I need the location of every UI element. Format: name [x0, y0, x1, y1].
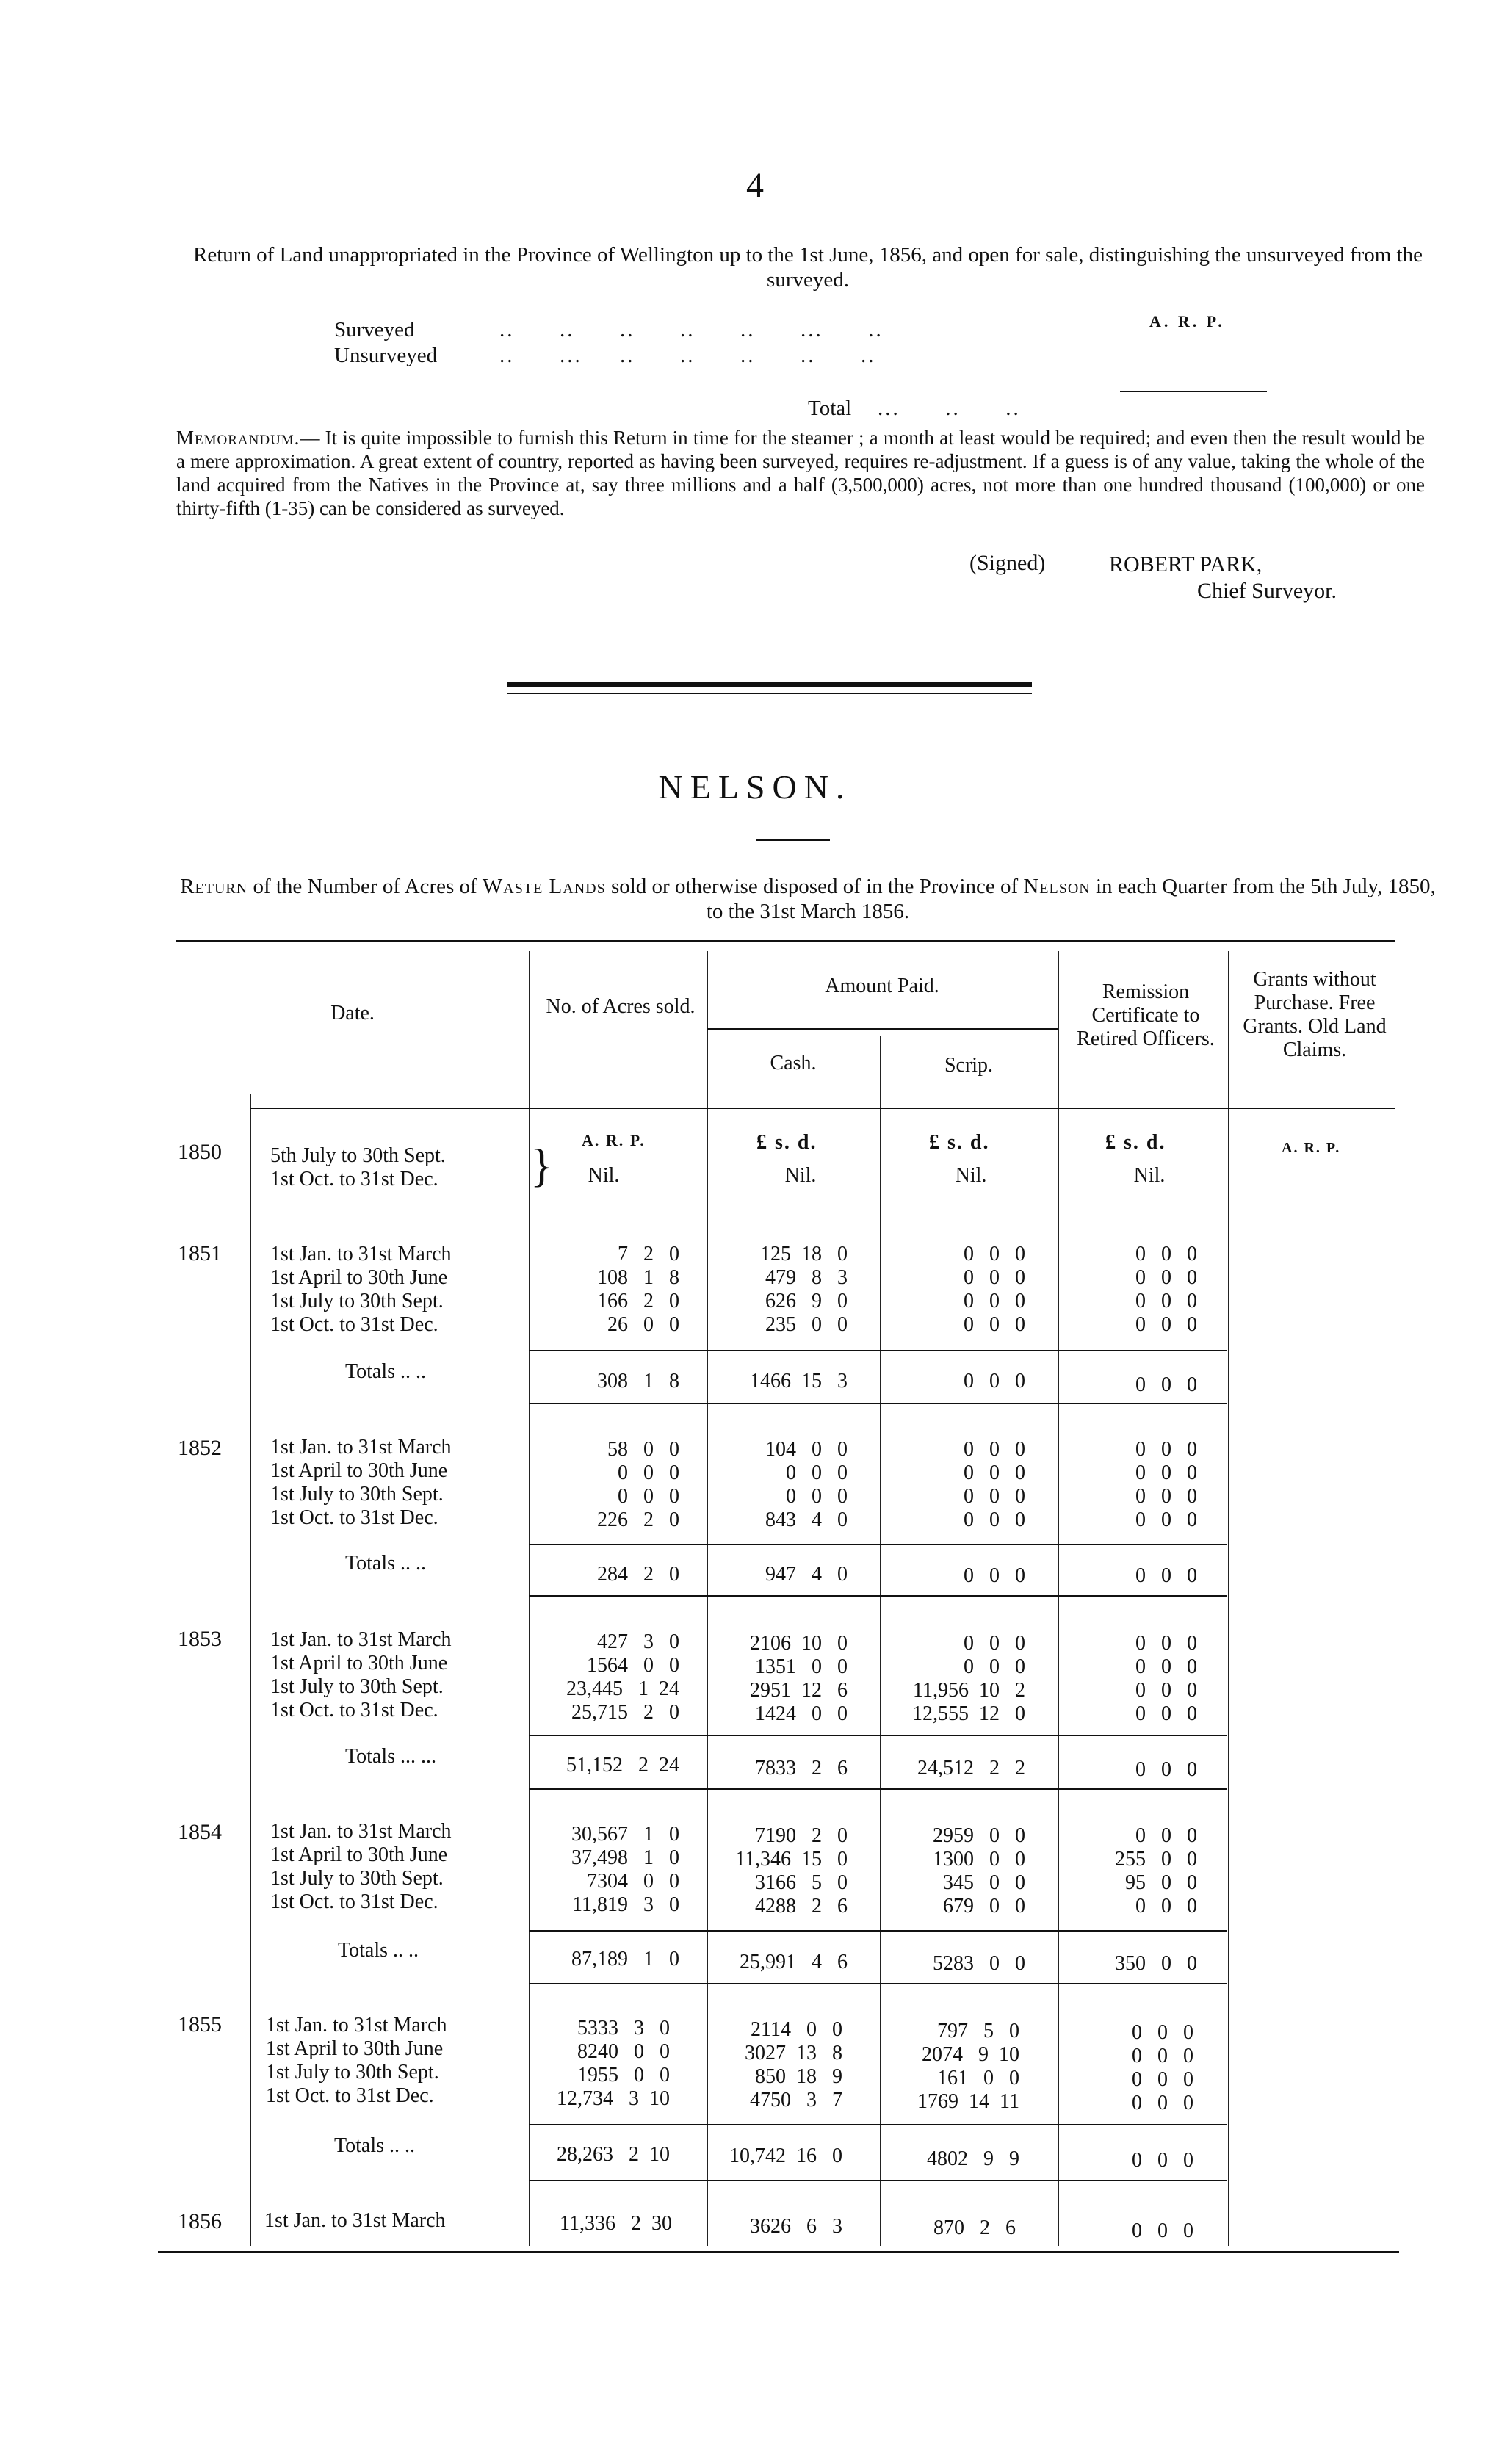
remission-cell: 0 0 0	[1135, 1655, 1197, 1678]
remission-cell: 0 0 0	[1135, 1290, 1197, 1312]
leader-dots: ... .. ..	[878, 397, 1021, 420]
quarter-label: 1st April to 30th June	[270, 1459, 448, 1482]
acres-cell: 7304 0 0	[587, 1870, 679, 1893]
year-label: 1856	[178, 2209, 222, 2233]
acres-cell: 11,336 2 30	[560, 2212, 672, 2235]
year-label: 1851	[178, 1241, 222, 1265]
acres-cell: 25,715 2 0	[571, 1701, 679, 1724]
totals-acres: 308 1 8	[597, 1370, 679, 1392]
acres-cell: 1955 0 0	[577, 2064, 670, 2087]
cash-cell: 11,346 15 0	[735, 1848, 848, 1871]
remission-cell: 0 0 0	[1135, 1462, 1197, 1484]
units-remission: £ s. d.	[1105, 1131, 1166, 1154]
scrip-cell: 0 0 0	[964, 1243, 1025, 1265]
amount-rule	[707, 1028, 1058, 1030]
scrip-cell: 345 0 0	[943, 1871, 1025, 1894]
remission-cell: 0 0 0	[1132, 2021, 1193, 2044]
cash-cell: 104 0 0	[765, 1438, 848, 1461]
remission-cell: 0 0 0	[1132, 2068, 1193, 2091]
quarter-label: 1st April to 30th June	[270, 1652, 448, 1674]
header-cash: Cash.	[770, 1052, 817, 1074]
quarter-label: 1st Oct. to 31st Dec.	[266, 2084, 434, 2107]
cash-cell: 4750 3 7	[750, 2089, 842, 2111]
intro-text: of the Number of Acres of	[253, 875, 477, 898]
quarter-label: 1st Jan. to 31st March	[270, 1243, 452, 1265]
quarter-label: 1st Jan. to 31st March	[270, 1820, 452, 1843]
scrip-cell: 679 0 0	[943, 1895, 1025, 1918]
intro-waste-lands: Waste Lands	[482, 875, 606, 898]
acres-cell: 37,498 1 0	[571, 1846, 679, 1869]
scrip-cell: 2074 9 10	[922, 2043, 1019, 2066]
acres-cell: 11,819 3 0	[572, 1893, 679, 1916]
remission-cell: 0 0 0	[1135, 1509, 1197, 1531]
totals-cash: 7833 2 6	[755, 1757, 848, 1780]
scrip-cell: 2959 0 0	[933, 1824, 1025, 1847]
header-scrip: Scrip.	[944, 1054, 994, 1077]
totals-rule	[529, 1544, 1227, 1545]
remission-cell: 0 0 0	[1135, 1679, 1197, 1702]
units-acres: A. R. P.	[582, 1131, 646, 1149]
brace: }	[530, 1139, 553, 1191]
quarter-label: 1st Jan. to 31st March	[270, 1628, 452, 1651]
cash-cell: 479 8 3	[765, 1266, 848, 1289]
totals-rule	[529, 1930, 1227, 1932]
quarter-label: 1st Oct. to 31st Dec.	[270, 1313, 438, 1336]
totals-scrip: 0 0 0	[964, 1564, 1025, 1587]
page-number: 4	[746, 166, 764, 205]
scrip-cell: 870 2 6	[933, 2216, 1016, 2239]
quarter-label: 1st Oct. to 31st Dec.	[270, 1506, 438, 1529]
totals-scrip: 0 0 0	[964, 1370, 1025, 1392]
cash-cell: 3166 5 0	[755, 1871, 848, 1894]
quarter-label: 1st April to 30th June	[270, 1843, 448, 1866]
acres-cell: 8240 0 0	[577, 2040, 670, 2063]
totals-remission: 350 0 0	[1115, 1952, 1197, 1975]
cash-cell: 1424 0 0	[755, 1702, 848, 1725]
cash-cell: 850 18 9	[755, 2065, 842, 2088]
acres-cell: 0 0 0	[618, 1485, 679, 1508]
totals-rule	[529, 1350, 1227, 1351]
acres-cell: 23,445 1 24	[566, 1677, 679, 1700]
header-date: Date.	[330, 1002, 375, 1025]
totals-scrip: 5283 0 0	[933, 1952, 1025, 1975]
remission-cell: 0 0 0	[1132, 2045, 1193, 2067]
scrip-cell: 0 0 0	[964, 1313, 1025, 1336]
row-surveyed: Surveyed	[334, 318, 415, 342]
year-label: 1852	[178, 1436, 222, 1460]
scrip-cell: 11,956 10 2	[913, 1679, 1025, 1702]
quarter-label: 5th July to 30th Sept.	[270, 1144, 446, 1167]
cash-cell: 0 0 0	[786, 1462, 848, 1484]
leader-dots: .. .. .. .. .. ... ..	[499, 318, 884, 342]
cash-cell: 2114 0 0	[751, 2018, 842, 2041]
totals-label: Totals .. ..	[345, 1552, 427, 1575]
units-grants: A. R. P.	[1282, 1140, 1341, 1156]
nil-acres: Nil.	[588, 1164, 620, 1187]
scrip-cell: 0 0 0	[964, 1632, 1025, 1655]
cash-cell: 7190 2 0	[755, 1824, 848, 1847]
totals-rule	[529, 1788, 1227, 1790]
totals-scrip: 24,512 2 2	[917, 1757, 1025, 1780]
heading-rule	[756, 839, 830, 841]
intro-nelson: Nelson	[1023, 875, 1091, 898]
leader-dots: .. ... .. .. .. .. ..	[499, 344, 876, 367]
wellington-units: A. R. P.	[1149, 312, 1225, 330]
totals-acres: 87,189 1 0	[571, 1948, 679, 1970]
quarter-label: 1st Oct. to 31st Dec.	[270, 1699, 438, 1721]
scrip-cell: 1300 0 0	[933, 1848, 1025, 1871]
totals-rule	[529, 1735, 1227, 1736]
section-divider	[507, 693, 1032, 694]
totals-acres: 28,263 2 10	[557, 2143, 670, 2166]
quarter-label: 1st July to 30th Sept.	[270, 1675, 444, 1698]
memo-heading: Memorandum.	[176, 427, 300, 449]
quarter-label: 1st July to 30th Sept.	[270, 1483, 444, 1506]
quarter-label: 1st Jan. to 31st March	[270, 1436, 452, 1459]
quarter-label: 1st Oct. to 31st Dec.	[270, 1168, 438, 1191]
intro-text: in each Quarter from the 5th July, 1850, to the 31st March 1856.	[706, 875, 1436, 923]
cash-cell: 3027 13 8	[745, 2042, 842, 2064]
scrip-cell: 797 5 0	[937, 2020, 1019, 2042]
acres-cell: 108 1 8	[597, 1266, 679, 1289]
section-heading: NELSON.	[658, 768, 852, 806]
row-unsurveyed: Unsurveyed	[334, 344, 438, 367]
remission-cell: 0 0 0	[1135, 1243, 1197, 1265]
wellington-title: Return of Land unappropriated in the Province of Wellington up to the 1st June, 1856, and open for sale, distinguishing the unsurveyed from the surveyed.	[193, 243, 1423, 292]
scrip-cell: 0 0 0	[964, 1509, 1025, 1531]
cash-cell: 235 0 0	[765, 1313, 848, 1336]
memorandum	[176, 426, 1425, 520]
acres-cell: 166 2 0	[597, 1290, 679, 1312]
scrip-cell: 0 0 0	[964, 1655, 1025, 1678]
header-amount: Amount Paid.	[825, 975, 939, 997]
header-acres: No. of Acres sold.	[546, 995, 696, 1018]
signatory: ROBERT PARK,	[1109, 552, 1262, 577]
memo-text: — It is quite impossible to furnish this Return in time for the steamer ; a month at least would be required; and even then the result would be a mere approximation. A great extent of country, reported as having been surveyed, requires re-adjustment. If a guess is of any value, taking the whole of the land acquired from the Natives in the Province at, say three millions and a half (3,500,000) acres, not more than one hundred thousand (100,000) or one thirty-fifth (1-35) can be considered as surveyed.	[176, 427, 1425, 519]
remission-cell: 0 0 0	[1135, 1485, 1197, 1508]
total-label: Total	[808, 397, 852, 420]
year-label: 1853	[178, 1627, 222, 1651]
column-rule	[1228, 951, 1229, 2246]
quarter-label: 1st Oct. to 31st Dec.	[270, 1890, 438, 1913]
remission-cell: 0 0 0	[1135, 1632, 1197, 1655]
header-bottom-rule	[250, 1108, 1395, 1109]
cash-cell: 2106 10 0	[750, 1632, 848, 1655]
scrip-cell: 0 0 0	[964, 1485, 1025, 1508]
acres-cell: 26 0 0	[607, 1313, 679, 1336]
totals-label: Totals ... ...	[345, 1745, 437, 1768]
scrip-cell: 12,555 12 0	[912, 1702, 1025, 1725]
nelson-intro	[176, 874, 1439, 924]
cash-cell: 3626 6 3	[750, 2215, 842, 2238]
totals-label: Totals .. ..	[334, 2134, 416, 2157]
acres-cell: 226 2 0	[597, 1509, 679, 1531]
quarter-label: 1st April to 30th June	[270, 1266, 448, 1289]
year-label: 1855	[178, 2012, 222, 2037]
scrip-cell: 0 0 0	[964, 1266, 1025, 1289]
remission-cell: 0 0 0	[1132, 2219, 1193, 2242]
totals-cash: 1466 15 3	[750, 1370, 848, 1392]
cash-cell: 1351 0 0	[755, 1655, 848, 1678]
remission-cell: 0 0 0	[1132, 2092, 1193, 2114]
cash-cell: 4288 2 6	[755, 1895, 848, 1918]
acres-cell: 7 2 0	[618, 1243, 679, 1265]
intro-return: Return	[180, 875, 248, 898]
totals-acres: 284 2 0	[597, 1563, 679, 1586]
scrip-cell: 0 0 0	[964, 1462, 1025, 1484]
quarter-label: 1st Jan. to 31st March	[264, 2209, 446, 2232]
scrip-cell: 161 0 0	[937, 2067, 1019, 2089]
totals-rule	[529, 1595, 1227, 1597]
acres-cell: 1564 0 0	[587, 1654, 679, 1677]
table-top-rule	[176, 940, 1395, 942]
remission-cell: 0 0 0	[1135, 1266, 1197, 1289]
remission-cell: 0 0 0	[1135, 1895, 1197, 1918]
remission-cell: 0 0 0	[1135, 1824, 1197, 1847]
totals-rule	[529, 1983, 1227, 1984]
totals-rule	[529, 2124, 1227, 2125]
header-grants: Grants without Purchase. Free Grants. Old Land Claims.	[1243, 968, 1387, 1061]
scrip-cell: 0 0 0	[964, 1290, 1025, 1312]
signed-label: (Signed)	[969, 551, 1046, 575]
units-cash: £ s. d.	[756, 1131, 817, 1154]
acres-cell: 30,567 1 0	[571, 1823, 679, 1846]
totals-remission: 0 0 0	[1135, 1373, 1197, 1396]
cash-cell: 843 4 0	[765, 1509, 848, 1531]
quarter-label: 1st July to 30th Sept.	[270, 1867, 444, 1890]
nil-cash: Nil.	[784, 1164, 817, 1187]
units-scrip: £ s. d.	[929, 1131, 990, 1154]
acres-cell: 5333 3 0	[577, 2017, 670, 2040]
table-bottom-rule	[158, 2251, 1399, 2253]
totals-acres: 51,152 2 24	[566, 1754, 679, 1777]
quarter-label: 1st April to 30th June	[266, 2037, 444, 2060]
totals-remission: 0 0 0	[1135, 1564, 1197, 1587]
totals-remission: 0 0 0	[1132, 2149, 1193, 2172]
totals-label: Totals .. ..	[338, 1939, 419, 1962]
year-label: 1850	[178, 1140, 222, 1164]
year-label: 1854	[178, 1820, 222, 1844]
totals-cash: 947 4 0	[765, 1563, 848, 1586]
acres-cell: 0 0 0	[618, 1462, 679, 1484]
acres-cell: 12,734 3 10	[557, 2087, 670, 2110]
totals-remission: 0 0 0	[1135, 1758, 1197, 1781]
scrip-cell: 0 0 0	[964, 1438, 1025, 1461]
column-rule	[250, 1094, 251, 2246]
scrip-cell: 1769 14 11	[917, 2090, 1019, 2113]
totals-scrip: 4802 9 9	[927, 2147, 1019, 2170]
cash-cell: 2951 12 6	[750, 1679, 848, 1702]
remission-cell: 0 0 0	[1135, 1438, 1197, 1461]
section-divider	[507, 682, 1032, 687]
nil-scrip: Nil.	[955, 1164, 987, 1187]
remission-cell: 255 0 0	[1115, 1848, 1197, 1871]
quarter-label: 1st July to 30th Sept.	[266, 2061, 439, 2084]
remission-cell: 0 0 0	[1135, 1313, 1197, 1336]
totals-cash: 10,742 16 0	[729, 2145, 842, 2167]
quarter-label: 1st Jan. to 31st March	[266, 2014, 447, 2037]
nil-remission: Nil.	[1133, 1164, 1166, 1187]
totals-cash: 25,991 4 6	[740, 1951, 848, 1973]
totals-rule	[529, 1403, 1227, 1404]
totals-rule	[529, 2180, 1227, 2181]
quarter-label: 1st July to 30th Sept.	[270, 1290, 444, 1312]
remission-cell: 95 0 0	[1125, 1871, 1197, 1894]
total-rule	[1120, 391, 1267, 392]
acres-cell: 58 0 0	[607, 1438, 679, 1461]
cash-cell: 0 0 0	[786, 1485, 848, 1508]
cash-cell: 125 18 0	[760, 1243, 848, 1265]
remission-cell: 0 0 0	[1135, 1702, 1197, 1725]
cash-cell: 626 9 0	[765, 1290, 848, 1312]
acres-cell: 427 3 0	[597, 1630, 679, 1653]
totals-label: Totals .. ..	[345, 1360, 427, 1383]
header-remission: Remission Certificate to Retired Officers.	[1077, 980, 1215, 1050]
signatory-title: Chief Surveyor.	[1197, 579, 1337, 603]
intro-text: sold or otherwise disposed of in the Province of	[610, 875, 1019, 898]
